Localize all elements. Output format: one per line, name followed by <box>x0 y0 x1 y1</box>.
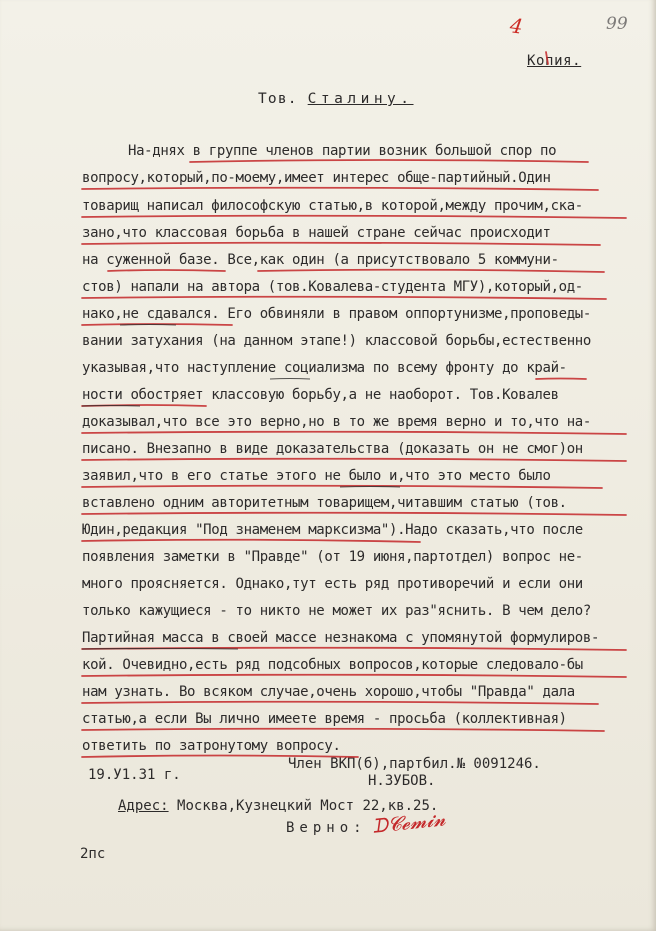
underline-mark <box>82 702 598 704</box>
address-label: Адрес: <box>118 798 169 814</box>
body-line: На-днях в группе членов партии возник большой спор по <box>128 143 557 159</box>
underline-mark <box>190 160 588 162</box>
body-line: кой. Очевидно,есть ряд подсобных вопросов,которые следовало-бы <box>82 657 583 673</box>
underline-mark <box>82 729 604 731</box>
body-line: ности обостряет классовую борьбу,а не наоборот. Тов.Ковалев <box>82 387 559 403</box>
ink-underline <box>340 487 400 488</box>
underline-mark <box>258 270 604 272</box>
typist-mark: 2пс <box>80 846 106 862</box>
body-line: писано. Внезапно в виде доказательства (доказать он не смог)он <box>82 441 583 457</box>
underline-mark <box>82 243 600 245</box>
underline-mark <box>82 756 358 758</box>
underline-mark <box>108 270 225 271</box>
ink-underline <box>120 325 176 326</box>
body-line: вставлено одним авторитетным товарищем,читавшим статью (тов. <box>82 495 567 511</box>
body-line: указывая,что наступление социализма по всему фронту до край- <box>82 360 567 376</box>
body-line: ответить по затронутому вопросу. <box>82 738 341 754</box>
copy-label: Копия. <box>527 53 582 69</box>
body-line: статью,а если Вы лично имеете время - просьба (коллективная) <box>82 711 567 727</box>
underline-mark <box>82 513 626 515</box>
body-line: заявил,что в его статье этого не было и,что это место было <box>82 468 551 484</box>
body-line: много проясняется. Однако,тут есть ряд противоречий и если они <box>82 576 583 592</box>
body-line: Партийная масса в своей массе незнакома с упомянутой формулиров- <box>82 630 600 646</box>
underline-mark <box>82 432 626 434</box>
body-line: доказывал,что все это верно,но в то же время верно и то,что на- <box>82 414 591 430</box>
party-membership-line: Член ВКП(б),партбил.№ 0091246. <box>288 756 541 772</box>
body-line: зано,что классовая борьба в нашей стране сейчас происходит <box>82 225 551 241</box>
underline-mark <box>82 216 626 218</box>
handwritten-signature: ᗪ𝓒𝓮𝓶𝓲𝓷 <box>371 808 447 838</box>
ink-underline <box>82 649 238 650</box>
body-line: на суженной базе. Все,как один (а присутствовало 5 коммуни- <box>82 252 559 268</box>
red-page-number: 4 <box>508 13 525 39</box>
ink-underline <box>82 406 140 407</box>
underline-mark <box>82 188 598 190</box>
ink-underline <box>270 379 310 380</box>
body-line: стов) напали на автора (тов.Ковалева-студента МГУ),который,од- <box>82 279 583 295</box>
verno-label: Верно: <box>286 820 367 836</box>
address-value: Москва,Кузнецкий Мост 22,кв.25. <box>177 798 439 814</box>
body-line: появления заметки в "Правде" (от 19 июня,партотдел) вопрос не- <box>82 549 583 565</box>
margin-tick <box>546 52 548 64</box>
body-line: нако,не сдавался. Его обвиняли в правом оппортунизме,проповеды- <box>82 306 591 322</box>
letter-date: 19.У1.31 г. <box>88 767 181 783</box>
underline-mark <box>82 540 420 542</box>
underline-mark <box>82 297 606 299</box>
underline-mark <box>82 675 626 677</box>
addressee-name: Сталину. <box>307 91 414 107</box>
body-line: товарищ написал философскую статью,в которой,между прочим,ска- <box>82 198 583 214</box>
author-name: Н.ЗУБОВ. <box>368 773 436 789</box>
body-line: только кажущиеся - то никто не может их раз"яснить. В чем дело? <box>82 603 591 619</box>
addressee-prefix: Тов. <box>258 91 298 107</box>
archive-folio-number: 99 <box>606 14 628 34</box>
underline-mark <box>82 459 626 461</box>
body-line: Юдин,редакция "Под знаменем марксизма").Надо сказать,что после <box>82 522 583 538</box>
body-line: нам узнать. Во всяком случае,очень хорошо,чтобы "Правда" дала <box>82 684 575 700</box>
body-line: вании затухания (на данном этапе!) классовой борьбы,естественно <box>82 333 591 349</box>
body-line: вопросу,который,по-моему,имеет интерес обще-партийный.Один <box>82 170 551 186</box>
underline-mark <box>536 379 586 380</box>
